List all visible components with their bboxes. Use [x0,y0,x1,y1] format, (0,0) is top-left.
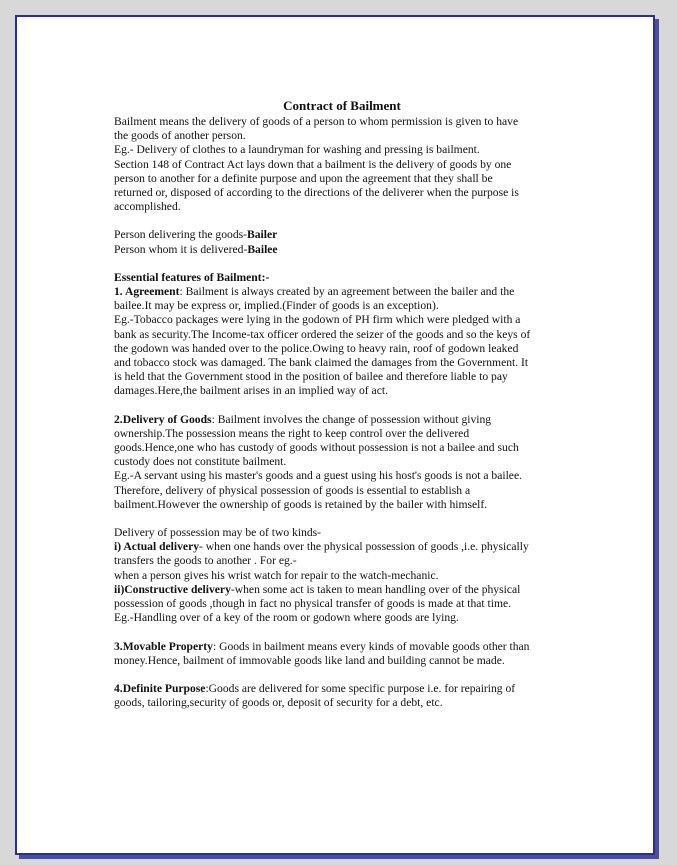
delivery-line: ownership.The possession means the right to keep control over the delivered [114,426,470,440]
agreement-line: bank as security.The Income-tax officer ordered the seizer of the goods and so the keys of [114,327,531,341]
document-page [15,15,655,855]
agreement-section [114,271,570,399]
actual-delivery-label: i) Actual delivery [114,540,200,554]
agreement-line: is held that the Government stood in the position of bailee and therefore liable to pay [114,370,508,384]
bailer-term: Bailer [246,228,278,242]
kinds-intro: Delivery of possession may be of two kinds- [114,526,322,540]
movable-label: 3.Movable Property [114,639,213,653]
purpose-line: goods, tailoring,security of goods or, deposit of security for a debt, etc. [114,696,443,710]
bailee-prefix: Person whom it is delivered- [114,242,248,256]
delivery-line: Eg.-A servant using his master's goods and a guest using his host's goods is not a bailee. [114,469,522,483]
document-content [114,98,570,724]
delivery-section [114,413,570,512]
delivery-first-line: 2.Delivery of Goods: Bailment involves the change of possession without giving [114,412,492,426]
agreement-label: 1. Agreement [114,285,180,299]
agreement-line: the godown was handed over to the police.Owing to heavy rain, roof of godown leaked [114,341,519,355]
agreement-line: and tobacco stock was damaged. The bank claimed the damages from the Government. It [114,356,529,370]
actual-delivery-line: when a person gives his wrist watch for repair to the watch-mechanic. [114,568,439,582]
intro-line: accomplished. [114,200,181,214]
agreement-line: Eg.-Tobacco packages were lying in the godown of PH firm which were pledged with a [114,313,521,327]
bailee-term: Bailee [247,242,278,256]
constructive-delivery-line: possession of goods ,though in fact no physical transfer of goods is made at that time. [114,597,512,611]
bailer-prefix: Person delivering the goods- [114,228,247,242]
features-heading: Essential features of Bailment:- [114,270,270,284]
agreement-line: bailee.It may be express or, implied.(Finder of goods is an exception). [114,299,439,313]
actual-delivery-first-line: i) Actual delivery- when one hands over the physical possession of goods ,i.e. physically [114,540,529,554]
intro-line: person to another for a definite purpose and upon the agreement that they shall be [114,171,493,185]
agreement-line: damages.Here,the bailment arises in an implied way of act. [114,384,388,398]
delivery-line: bailment.However the ownership of goods is retained by the bailer with himself. [114,497,488,511]
purpose-first-line: 4.Definite Purpose:Goods are delivered for some specific purpose i.e. for repairing of [114,681,516,695]
bailee-definition [114,243,570,257]
document-title: Contract of Bailment [283,98,401,113]
agreement-first-line: 1. Agreement: Bailment is always created by an agreement between the bailer and the [114,285,515,299]
parties-paragraph [114,228,570,256]
purpose-label: 4.Definite Purpose [114,681,206,695]
intro-line: the goods of another person. [114,129,246,143]
definite-purpose-section [114,682,570,710]
delivery-label: 2.Delivery of Goods [114,412,212,426]
constructive-delivery-label: ii)Constructive delivery [114,582,231,596]
constructive-delivery-line: Eg.-Handling over of a key of the room or godown where goods are lying. [114,611,459,625]
intro-line: returned or, disposed of according to the directions of the deliverer when the purpose is [114,186,519,200]
intro-paragraph [114,115,570,214]
intro-line: Bailment means the delivery of goods of a person to whom permission is given to have [114,115,519,128]
delivery-line: goods.Hence,one who has custody of goods without possession is not a bailee and such [114,441,519,455]
intro-line: Section 148 of Contract Act lays down that a bailment is the delivery of goods by one [114,157,512,171]
intro-line: Eg.- Delivery of clothes to a laundryman for washing and pressing is bailment. [114,143,480,157]
movable-line: money.Hence, bailment of immovable goods like land and building cannot be made. [114,653,505,667]
delivery-line: Therefore, delivery of physical possession of goods is essential to establish a [114,483,471,497]
delivery-kinds-section [114,526,570,625]
bailer-definition [114,228,570,242]
constructive-delivery-first-line: ii)Constructive delivery-when some act is taken to mean handling over of the physical [114,582,521,596]
movable-property-section [114,640,570,668]
delivery-line: custody does not constitute bailment. [114,455,287,469]
actual-delivery-line: transfers the goods to another . For eg.- [114,554,297,568]
movable-first-line: 3.Movable Property: Goods in bailment means every kinds of movable goods other than [114,639,530,653]
